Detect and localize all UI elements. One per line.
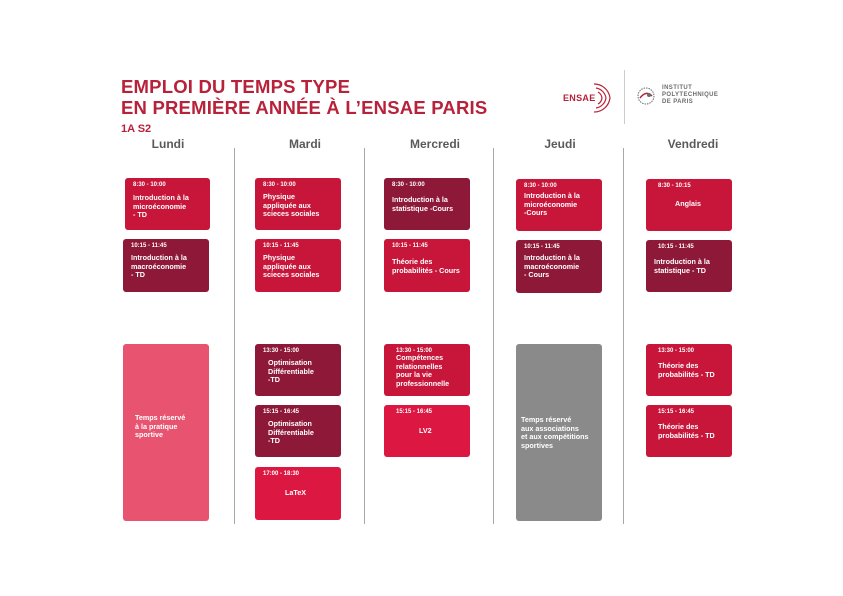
ip-line-3: DE PARIS xyxy=(662,99,694,105)
semester-label: 1A S2 xyxy=(121,123,152,135)
slot-course: Compétences relationnelles pour la vie professionnelle xyxy=(396,353,450,388)
slot-time: 10:15 - 11:45 xyxy=(263,243,299,249)
slot-course: Théorie des probabilités - TD xyxy=(658,422,715,440)
day-header-vendredi: Vendredi xyxy=(667,137,719,151)
column-separator xyxy=(364,148,365,524)
slot-course: Introduction à la macroéconomie - Cours xyxy=(524,253,580,280)
slot-time: 13:30 - 15:00 xyxy=(396,348,433,354)
slot-mardi-3[interactable] xyxy=(255,344,341,396)
slot-course: LaTeX xyxy=(285,488,307,497)
slot-mercredi-2[interactable] xyxy=(384,239,470,292)
slot-course: LV2 xyxy=(419,426,432,435)
page-title xyxy=(121,76,487,118)
slot-course: Temps réservé à la pratique sportive xyxy=(135,413,186,440)
slot-time: 15:15 - 16:45 xyxy=(658,409,695,415)
ip-line-2: POLYTECHNIQUE xyxy=(662,92,719,98)
slot-vendredi-3[interactable] xyxy=(646,344,732,396)
slot-course: Optimisation Différentiable -TD xyxy=(268,358,314,385)
slot-course: Anglais xyxy=(675,199,701,208)
slot-course: Physique appliquée aux scieces sociales xyxy=(263,192,320,219)
slot-jeudi-1[interactable] xyxy=(516,179,602,231)
slot-vendredi-1[interactable] xyxy=(646,179,732,231)
slot-time: 8:30 - 10:00 xyxy=(524,183,557,189)
slot-mardi-5[interactable] xyxy=(255,467,341,520)
slot-time: 13:30 - 15:00 xyxy=(263,348,300,354)
slot-time: 10:15 - 11:45 xyxy=(658,244,694,250)
slot-time: 8:30 - 10:00 xyxy=(133,182,166,188)
slot-time: 8:30 - 10:00 xyxy=(263,182,296,188)
ensae-logo-text: ENSAE xyxy=(563,93,596,103)
slot-time: 8:30 - 10:00 xyxy=(392,182,425,188)
slot-course: Introduction à la statistique - TD xyxy=(654,257,710,275)
slot-jeudi-2[interactable] xyxy=(516,240,602,293)
ip-paris-text xyxy=(662,85,718,106)
slot-time: 15:15 - 16:45 xyxy=(396,409,433,415)
ip-paris-globe-icon xyxy=(636,86,656,106)
slot-course: Introduction à la microéconomie - TD xyxy=(133,193,189,220)
slot-course: Temps réservé aux associations et aux compétitions sportives xyxy=(521,415,589,450)
logos xyxy=(560,70,760,124)
slot-course: Introduction à la microéconomie -Cours xyxy=(524,191,580,218)
ensae-logo xyxy=(560,78,618,118)
column-separator xyxy=(493,148,494,524)
slot-time: 10:15 - 11:45 xyxy=(131,243,167,249)
slot-time: 17:00 - 18:30 xyxy=(263,471,300,477)
column-separator xyxy=(623,148,624,524)
slot-lundi-3[interactable] xyxy=(123,344,209,521)
slot-course: Introduction à la macroéconomie - TD xyxy=(131,253,187,280)
slot-course: Physique appliquée aux scieces sociales xyxy=(263,253,320,280)
day-header-mardi: Mardi xyxy=(288,137,321,151)
logo-divider xyxy=(624,70,625,124)
slot-course: Optimisation Différentiable -TD xyxy=(268,419,314,446)
slot-course: Théorie des probabilités - Cours xyxy=(392,257,460,275)
slot-time: 13:30 - 15:00 xyxy=(658,348,695,354)
slot-vendredi-2[interactable] xyxy=(646,240,732,292)
slot-course: Introduction à la statistique -Cours xyxy=(392,195,454,213)
slot-time: 10:15 - 11:45 xyxy=(524,244,560,250)
slot-mercredi-4[interactable] xyxy=(384,405,470,457)
day-header-lundi: Lundi xyxy=(151,137,185,151)
slot-mardi-4[interactable] xyxy=(255,405,341,457)
title-line-2: EN PREMIÈRE ANNÉE À L’ENSAE PARIS xyxy=(121,97,488,118)
slot-vendredi-4[interactable] xyxy=(646,405,732,457)
slot-course: Théorie des probabilités - TD xyxy=(658,361,715,379)
slot-time: 15:15 - 16:45 xyxy=(263,409,300,415)
slot-mardi-2[interactable] xyxy=(255,239,341,292)
slot-time: 10:15 - 11:45 xyxy=(392,243,428,249)
slot-mardi-1[interactable] xyxy=(255,178,341,230)
column-separator xyxy=(234,148,235,524)
ip-line-1: INSTITUT xyxy=(662,85,693,91)
slot-time: 8:30 - 10:15 xyxy=(658,183,691,189)
slot-jeudi-3[interactable] xyxy=(516,344,602,521)
day-header-jeudi: Jeudi xyxy=(544,137,576,151)
slot-mercredi-1[interactable] xyxy=(384,178,470,230)
slot-lundi-2[interactable] xyxy=(123,239,209,292)
day-header-mercredi: Mercredi xyxy=(409,137,461,151)
slot-mercredi-3[interactable] xyxy=(384,344,470,396)
title-line-1: EMPLOI DU TEMPS TYPE xyxy=(121,76,351,97)
slot-lundi-1[interactable] xyxy=(125,178,210,230)
